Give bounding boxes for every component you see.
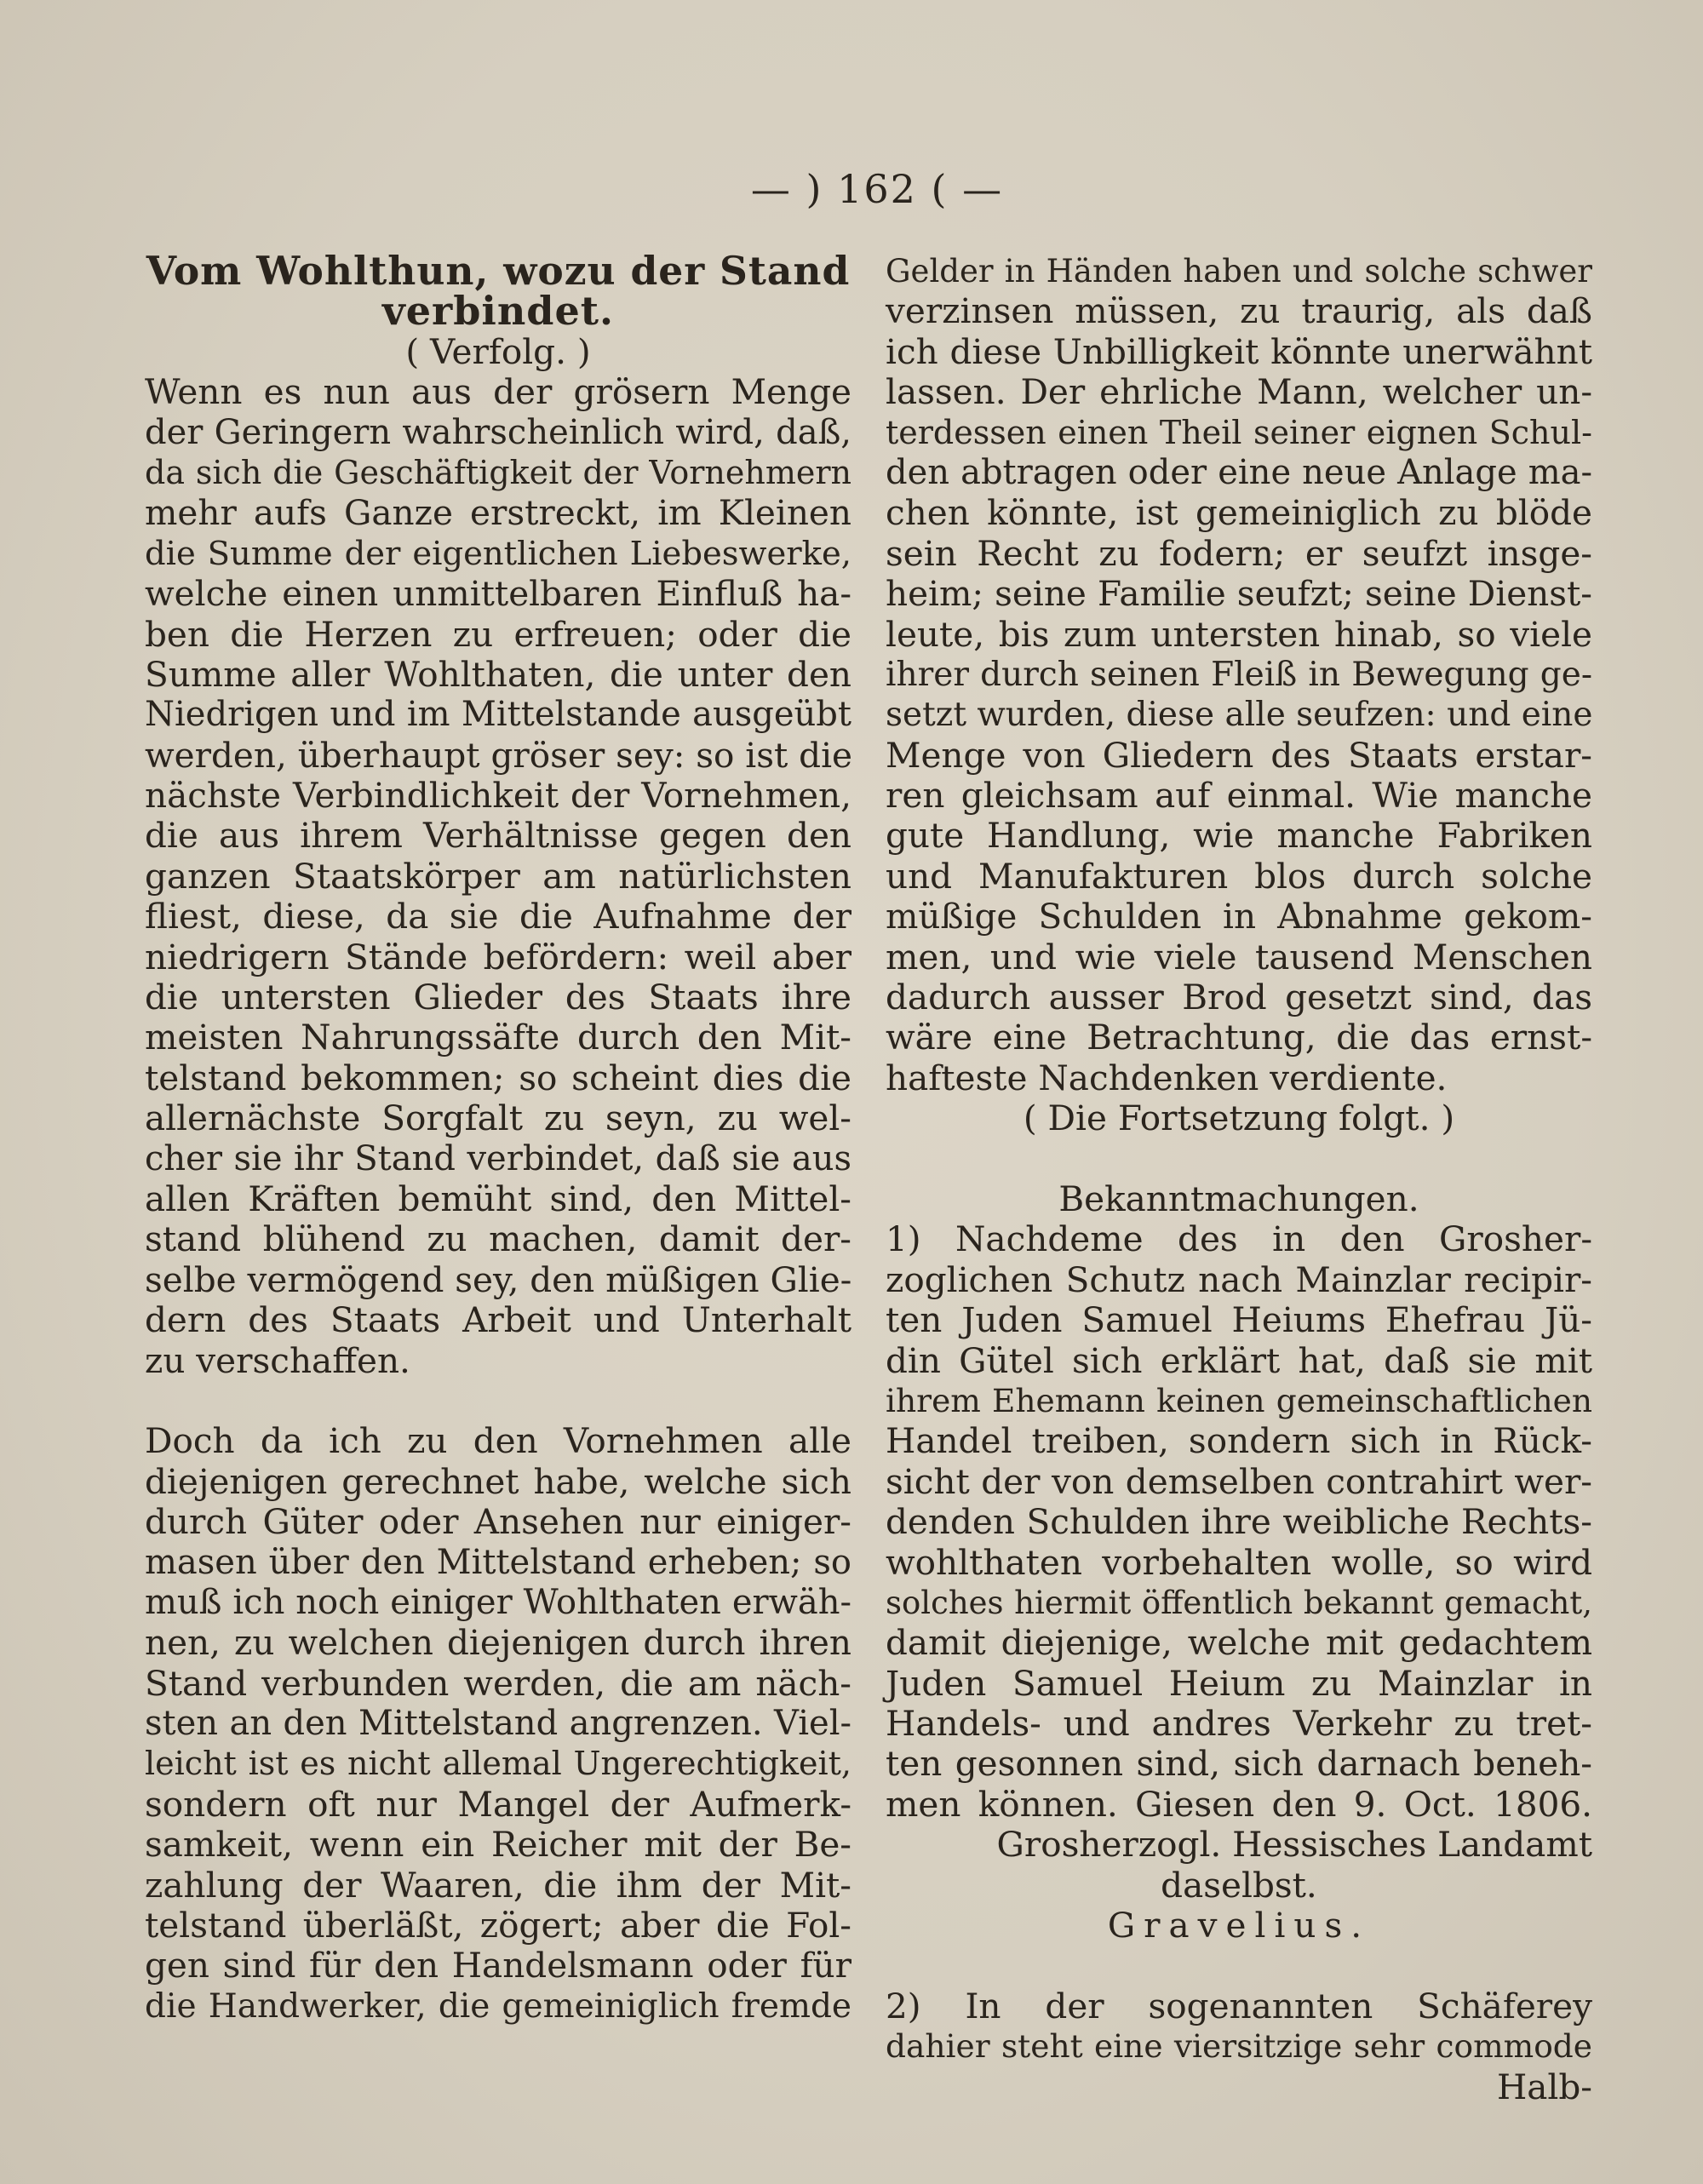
text-line: meisten Nahrungssäfte durch den Mit-: [145, 1017, 852, 1058]
text-line: telstand bekommen; so scheint dies die: [145, 1057, 852, 1098]
text-line: die Summe der eigentlichen Liebeswerke,: [145, 534, 852, 573]
text-line: sicht der von demselben contrahirt wer-: [886, 1460, 1592, 1502]
text-line: und Manufakturen blos durch solche: [886, 855, 1592, 897]
text-line: leicht ist es nicht allemal Ungerechtigkeit,: [145, 1745, 852, 1783]
text-line: nen, zu welchen diejenigen durch ihren: [145, 1622, 852, 1664]
text-line: ihrer durch seinen Fleiß in Bewegung ge-: [886, 655, 1592, 694]
text-line: Summe aller Wohlthaten, die unter den: [145, 653, 852, 695]
text-line: chen könnte, ist gemeiniglich zu blöde: [886, 492, 1592, 534]
right-column: [886, 251, 1592, 2107]
right-paragraph-1: [886, 251, 1592, 1098]
text-line: allernächste Sorgfalt zu seyn, zu wel-: [145, 1098, 852, 1139]
text-line: leute, bis zum untersten hinab, so viele: [886, 613, 1592, 655]
text-line: solches hiermit öffentlich bekannt gemacht,: [886, 1584, 1592, 1621]
continuation-note: ( Die Fortsetzung folgt. ): [1023, 1098, 1455, 1139]
text-line: die untersten Glieder des Staats ihre: [145, 977, 852, 1018]
text-line: gute Handlung, wie manche Fabriken: [886, 815, 1592, 857]
text-line: zu verschaffen.: [145, 1339, 410, 1381]
article-title-line-2: verbindet.: [381, 288, 614, 335]
text-line: den abtragen oder eine neue Anlage ma-: [886, 452, 1592, 492]
text-line: denden Schulden ihre weibliche Rechts-: [886, 1501, 1592, 1543]
left-paragraph-2: [145, 1421, 852, 2026]
text-line: mehr aufs Ganze erstreckt, im Kleinen: [145, 492, 852, 534]
text-line: da sich die Geschäftigkeit der Vornehmern: [145, 453, 852, 491]
text-line: muß ich noch einiger Wohlthaten erwäh-: [145, 1582, 852, 1622]
text-line: ben die Herzen zu erfreuen; oder die: [145, 613, 852, 655]
text-line: Stand verbunden werden, die am näch-: [145, 1662, 852, 1704]
text-line: 2) In der sogenannten Schäferey: [886, 1985, 1592, 2026]
text-line: Doch da ich zu den Vornehmen alle: [145, 1420, 852, 1462]
text-line: cher sie ihr Stand verbindet, daß sie aus: [145, 1138, 852, 1178]
text-line: ich diese Unbilligkeit könnte unerwähnt: [886, 330, 1592, 372]
text-line: damit diejenige, welche mit gedachtem: [886, 1622, 1592, 1664]
text-line: dern des Staats Arbeit und Unterhalt: [145, 1299, 852, 1341]
text-line: Handel treiben, sondern sich in Rück-: [886, 1420, 1592, 1462]
text-line: Niedrigen und im Mittelstande ausgeübt: [145, 695, 852, 735]
text-line: men können. Giesen den 9. Oct. 1806.: [886, 1783, 1592, 1825]
text-line: selbe vermögend sey, den müßigen Glie-: [145, 1258, 852, 1300]
text-line: gen sind für den Handelsmann oder für: [145, 1945, 852, 1986]
text-line: Menge von Gliedern des Staats erstar-: [886, 734, 1592, 776]
signature-office: Grosherzogl. Hessisches Landamt: [996, 1824, 1592, 1866]
text-line: müßige Schulden in Abnahme gekom-: [886, 896, 1592, 937]
paragraph-gap: [145, 1381, 852, 1421]
left-column: [145, 248, 853, 2026]
text-line: Wenn es nun aus der grösern Menge: [145, 371, 852, 413]
left-paragraph-1: [145, 372, 852, 1381]
text-line: Handels- und andres Verkehr zu tret-: [886, 1703, 1592, 1745]
text-line: die Handwerker, die gemeiniglich fremde: [145, 1986, 852, 2026]
text-line: diejenigen gerechnet habe, welche sich: [145, 1460, 852, 1502]
page-number: — ) 162 ( —: [750, 166, 1004, 212]
text-line: verzinsen müssen, zu traurig, als daß: [886, 290, 1592, 332]
article-subtitle: ( Verfolg. ): [405, 330, 591, 372]
section-heading: Bekanntmachungen.: [1058, 1178, 1419, 1219]
text-line: der Geringern wahrscheinlich wird, daß,: [145, 412, 852, 452]
signature-name: Gravelius.: [1107, 1905, 1371, 1946]
text-line: stand blühend zu machen, damit der-: [145, 1218, 852, 1260]
text-line: fliest, diese, da sie die Aufnahme der: [145, 896, 852, 937]
text-line: masen über den Mittelstand erheben; so: [145, 1542, 852, 1582]
text-line: heim; seine Familie seufzt; seine Dienst-: [886, 573, 1592, 615]
text-line: men, und wie viele tausend Menschen: [886, 936, 1592, 977]
text-line: ten Juden Samuel Heiums Ehefrau Jü-: [886, 1299, 1592, 1341]
text-line: allen Kräften bemüht sind, den Mittel-: [145, 1178, 852, 1219]
text-line: dahier steht eine viersitzige sehr commode: [886, 2027, 1592, 2066]
text-line: wäre eine Betrachtung, die das ernst-: [886, 1017, 1592, 1058]
text-line: telstand überläßt, zögert; aber die Fol-: [145, 1905, 852, 1946]
text-line: dadurch ausser Brod gesetzt sind, das: [886, 977, 1592, 1018]
signature-place: daselbst.: [1161, 1864, 1317, 1906]
text-line: welche einen unmittelbaren Einfluß ha-: [145, 573, 852, 615]
text-line: sten an den Mittelstand angrenzen. Viel-: [145, 1704, 852, 1744]
text-line: ihrem Ehemann keinen gemeinschaftlichen: [886, 1381, 1592, 1419]
text-line: lassen. Der ehrliche Mann, welcher un-: [886, 371, 1592, 413]
text-line: werden, überhaupt gröser sey: so ist die: [145, 734, 853, 776]
text-line: nächste Verbindlichkeit der Vornehmen,: [145, 775, 852, 817]
text-line: durch Güter oder Ansehen nur einiger-: [145, 1501, 852, 1543]
text-line: ren gleichsam auf einmal. Wie manche: [886, 775, 1592, 817]
text-line: sein Recht zu fodern; er seufzt insge-: [886, 532, 1592, 574]
text-line: hafteste Nachdenken verdiente.: [886, 1057, 1448, 1098]
notice-2: [886, 1986, 1592, 2067]
text-line: zahlung der Waaren, die ihm der Mit-: [145, 1864, 852, 1906]
text-line: wohlthaten vorbehalten wolle, so wird: [886, 1541, 1592, 1583]
text-line: Gelder in Händen haben und solche schwer: [886, 253, 1592, 289]
text-line: zoglichen Schutz nach Mainzlar recipir-: [886, 1258, 1592, 1300]
section-gap: [886, 1139, 1592, 1179]
text-line: ganzen Staatskörper am natürlichsten: [145, 855, 852, 897]
article-title-line-1: Vom Wohlthun, wozu der Stand: [146, 248, 851, 294]
text-line: die aus ihrem Verhältnisse gegen den: [145, 815, 852, 857]
notice-1: [886, 1219, 1592, 1825]
text-line: terdessen einen Theil seiner eignen Schul-: [886, 413, 1592, 451]
text-line: ten gesonnen sind, sich darnach beneh-: [886, 1743, 1592, 1785]
text-line: Juden Samuel Heium zu Mainzlar in: [886, 1662, 1592, 1704]
text-line: sondern oft nur Mangel der Aufmerk-: [145, 1783, 852, 1825]
text-line: din Gütel sich erklärt hat, daß sie mit: [886, 1339, 1592, 1381]
text-line: niedrigern Stände befördern: weil aber: [145, 936, 852, 977]
text-line: samkeit, wenn ein Reicher mit der Be-: [145, 1824, 852, 1866]
notice-gap: [886, 1946, 1592, 1986]
text-line: 1) Nachdeme des in den Grosher-: [886, 1218, 1592, 1260]
text-line: setzt wurden, diese alle seufzen: und eine: [886, 696, 1593, 735]
catchword: Halb-: [1496, 2066, 1592, 2107]
